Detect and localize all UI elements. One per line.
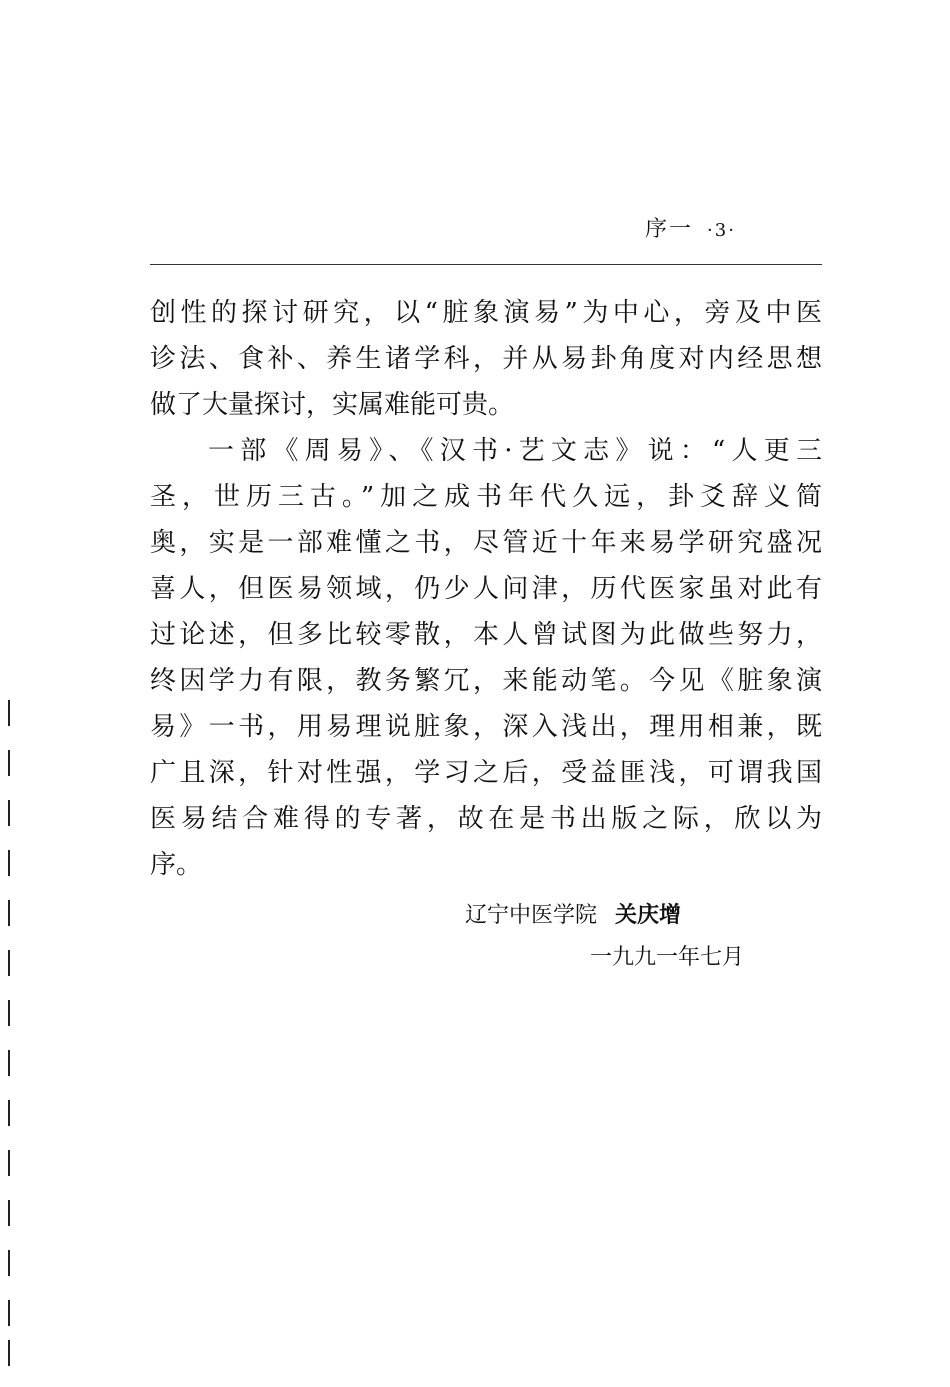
text-line: 终因学力有限，教务繁冗，来能动笔。今见《脏象演	[150, 666, 822, 696]
text-line: 一部《周易》、《汉书·艺文志》说：“人更三	[208, 436, 822, 466]
signature-author: 关庆增	[615, 902, 682, 928]
margin-mark	[8, 1150, 10, 1176]
text-line: 做了大量探讨，实属难能可贵。	[150, 390, 515, 420]
margin-mark	[8, 900, 10, 926]
signature-institution: 辽宁中医学院	[465, 903, 598, 928]
margin-mark	[8, 1250, 10, 1276]
text-line: 喜人，但医易领域，仍少人问津，历代医家虽对此有	[150, 574, 822, 604]
text-line: 奥，实是一部难懂之书，尽管近十年来易学研究盛况	[150, 528, 822, 558]
margin-mark	[8, 700, 10, 726]
text-line: 广且深，针对性强，学习之后，受益匪浅，可谓我国	[150, 758, 822, 788]
signature-date: 一九九一年七月	[590, 945, 745, 970]
text-line: 诊法、食补、养生诸学科，并从易卦角度对内经思想	[150, 344, 822, 374]
margin-mark	[8, 850, 10, 876]
section-title: 序一	[645, 217, 694, 242]
text-line: 圣，世历三古。”加之成书年代久远，卦爻辞义简	[150, 482, 822, 512]
text-line: 创性的探讨研究，以“脏象演易”为中心，旁及中医	[150, 298, 822, 328]
signature-block	[465, 898, 681, 929]
margin-mark	[8, 1100, 10, 1126]
text-line: 医易结合难得的专著，故在是书出版之际，欣以为	[150, 804, 822, 834]
page-number: ·3·	[707, 220, 736, 241]
text-line: 易》一书，用易理说脏象，深入浅出，理用相兼，既	[150, 712, 822, 742]
text-line: 序。	[150, 850, 203, 880]
margin-mark	[8, 1050, 10, 1076]
text-line: 过论述，但多比较零散，本人曾试图为此做些努力，	[150, 620, 822, 650]
preface-body	[150, 290, 830, 888]
margin-mark	[8, 1300, 10, 1326]
margin-mark	[8, 950, 10, 976]
margin-mark	[8, 800, 10, 826]
header-rule	[150, 264, 822, 265]
margin-mark	[8, 1340, 10, 1366]
binding-margin-marks	[8, 690, 12, 1370]
margin-mark	[8, 1200, 10, 1226]
margin-mark	[8, 1000, 10, 1026]
running-header	[645, 212, 736, 243]
margin-mark	[8, 750, 10, 776]
